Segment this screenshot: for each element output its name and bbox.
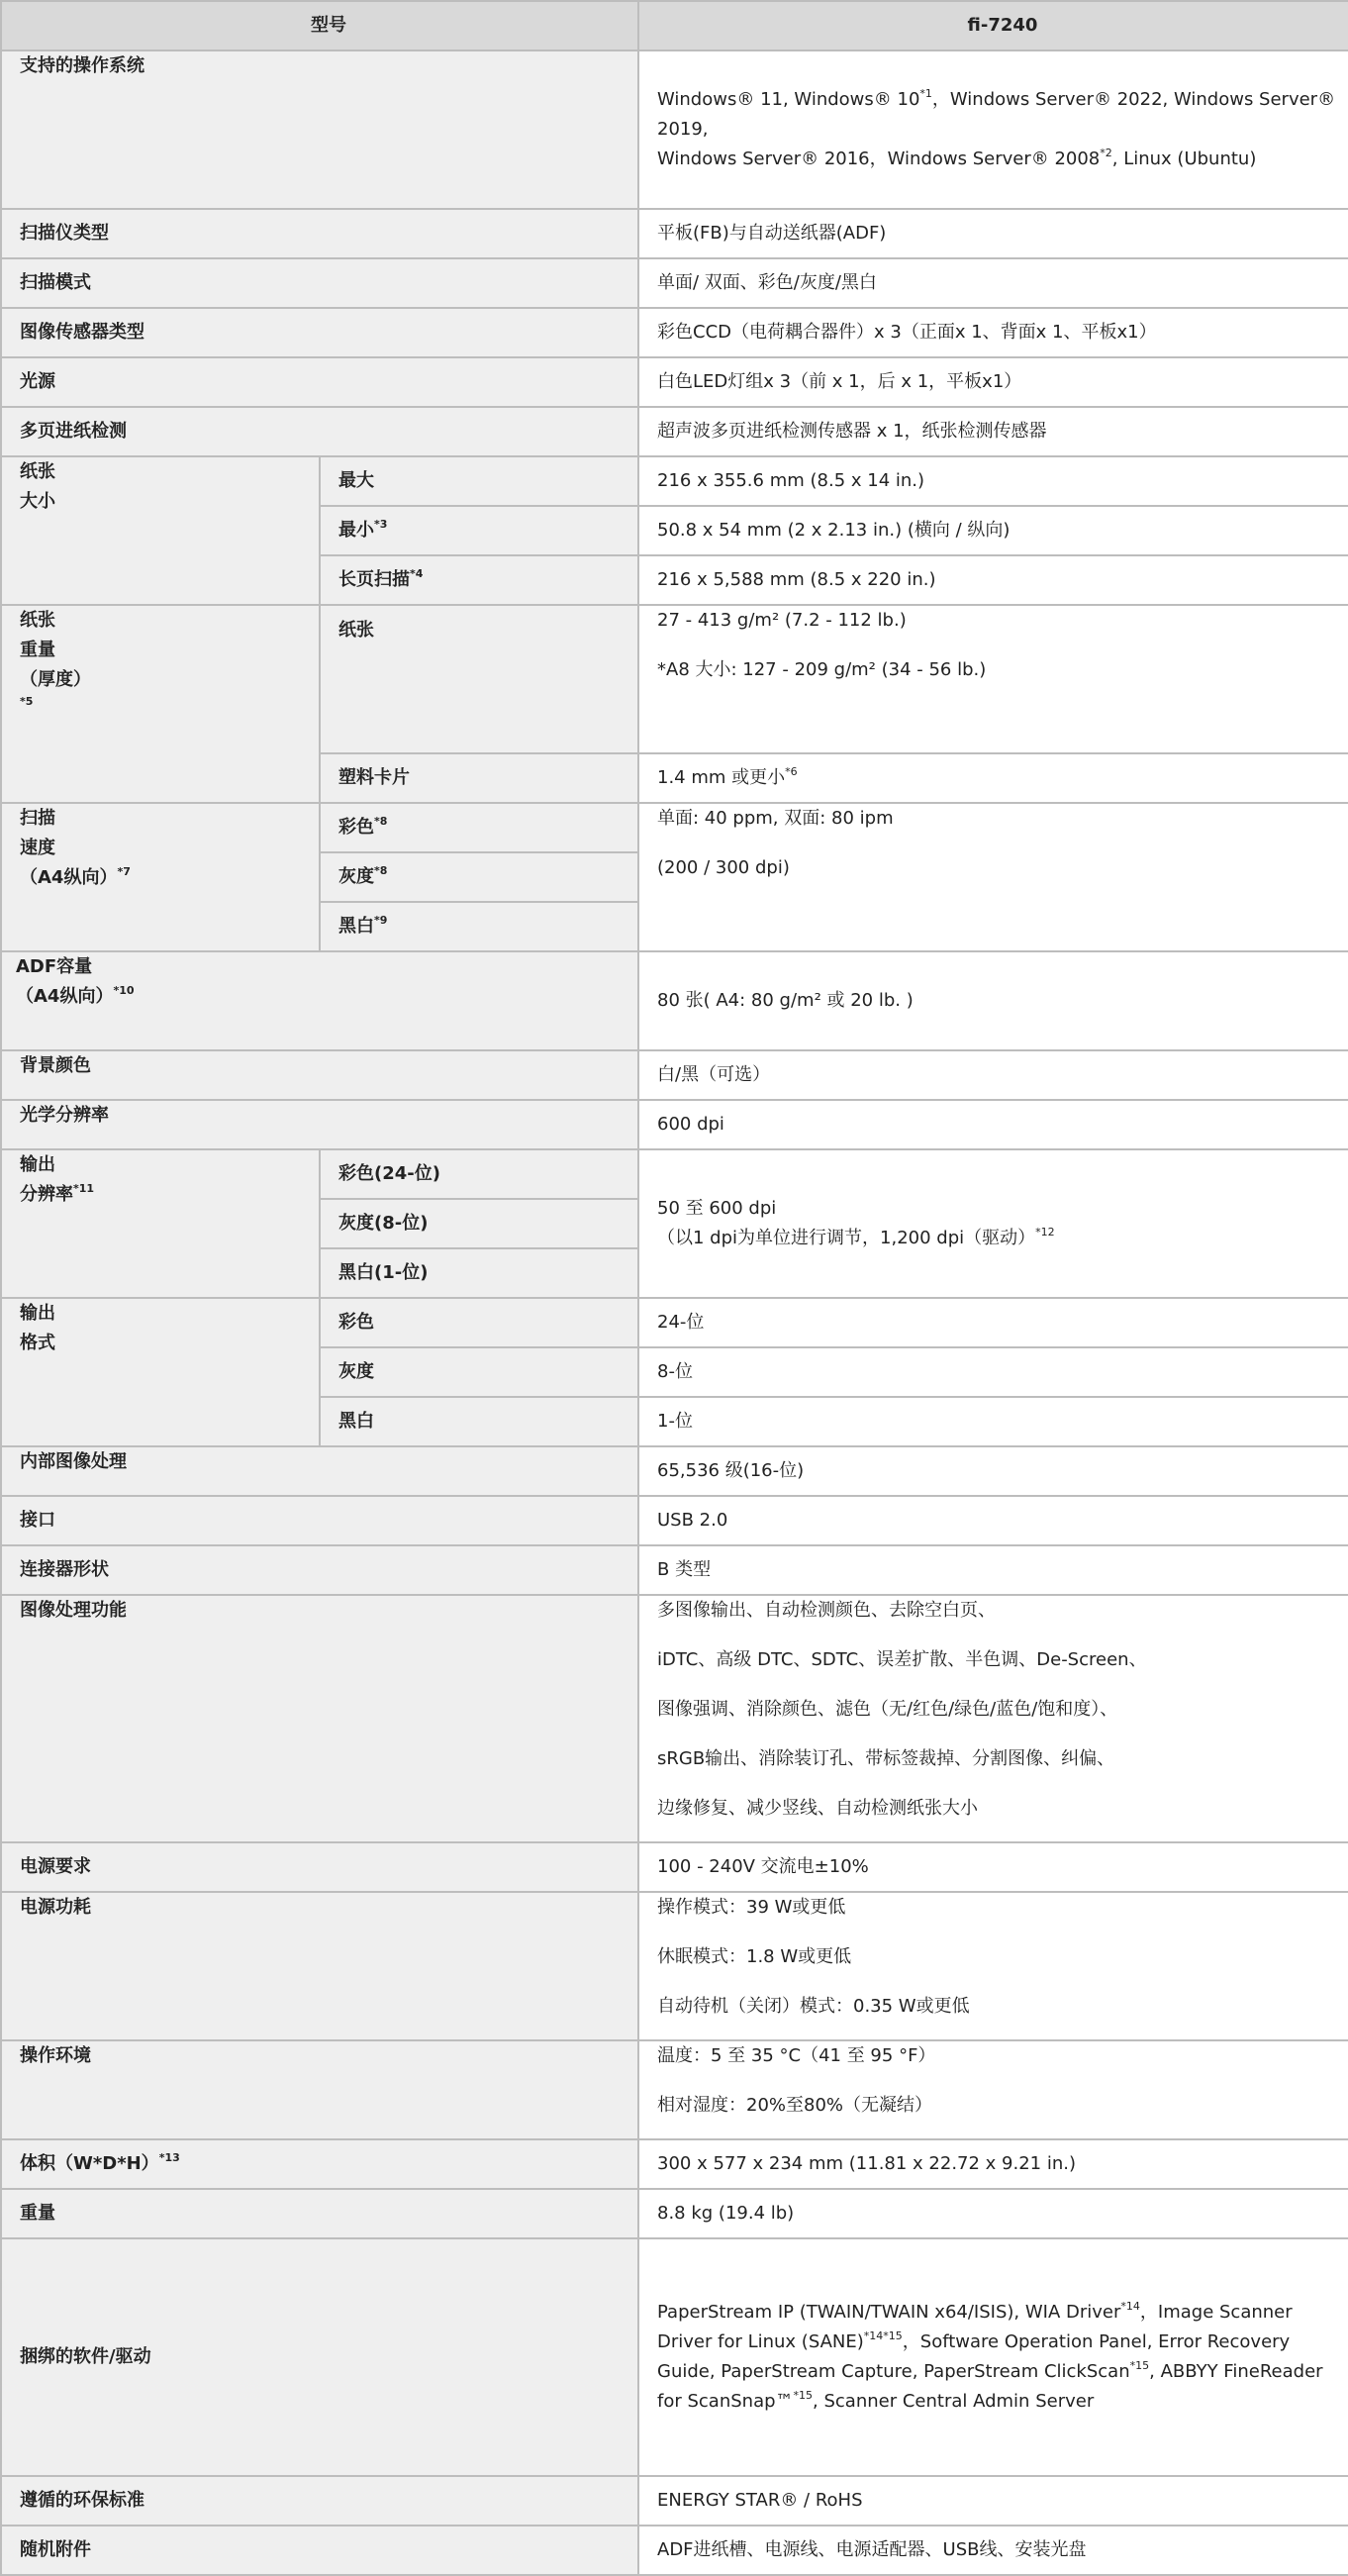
image-functions-line: 多图像输出、自动检测颜色、去除空白页、 bbox=[657, 1600, 996, 1621]
row-output-format-color bbox=[1, 1298, 1348, 1347]
scan-speed-value2: (200 / 300 dpi) bbox=[657, 857, 790, 878]
output-res-value2: （以1 dpi为单位进行调节，1,200 dpi（驱动） bbox=[657, 1228, 1036, 1248]
background-value: 白/黑（可选） bbox=[638, 1050, 1348, 1100]
paper-size-long-value: 216 x 5,588 mm (8.5 x 220 in.) bbox=[638, 555, 1348, 605]
row-optical-res bbox=[1, 1100, 1348, 1149]
software-value bbox=[638, 2238, 1348, 2476]
output-res-color-label: 彩色(24-位) bbox=[320, 1149, 638, 1199]
os-line1: Windows® 11, Windows® 10 bbox=[657, 89, 920, 110]
software-sup: *14 bbox=[1120, 2300, 1140, 2313]
paper-weight-label bbox=[1, 605, 320, 803]
light-source-label: 光源 bbox=[1, 357, 638, 407]
background-label: 背景颜色 bbox=[1, 1050, 638, 1100]
row-interface bbox=[1, 1496, 1348, 1545]
paper-size-max-value: 216 x 355.6 mm (8.5 x 14 in.) bbox=[638, 456, 1348, 506]
scan-speed-bw-sup: *9 bbox=[374, 914, 388, 927]
scan-speed-label3-wrap bbox=[20, 863, 319, 893]
os-sup1: *1 bbox=[919, 87, 932, 100]
paper-weight-value1: 27 - 413 g/m² (7.2 - 112 lb.) bbox=[657, 610, 907, 631]
row-accessories bbox=[1, 2526, 1348, 2575]
os-sup2: *2 bbox=[1100, 147, 1112, 159]
adf-capacity-label2: （A4纵向） bbox=[16, 986, 114, 1007]
row-dimensions bbox=[1, 2139, 1348, 2189]
paper-size-label bbox=[1, 456, 320, 605]
power-req-label: 电源要求 bbox=[1, 1842, 638, 1892]
output-format-color-label: 彩色 bbox=[320, 1298, 638, 1347]
scanner-type-label: 扫描仪类型 bbox=[1, 209, 638, 258]
row-multifeed bbox=[1, 407, 1348, 456]
weight-label: 重量 bbox=[1, 2189, 638, 2238]
row-image-sensor bbox=[1, 308, 1348, 357]
multifeed-label: 多页进纸检测 bbox=[1, 407, 638, 456]
row-image-functions bbox=[1, 1595, 1348, 1842]
software-sup: *14*15 bbox=[863, 2329, 903, 2342]
software-text: , ABBYY FineReader for ScanSnap™ bbox=[657, 2361, 1323, 2412]
row-adf-capacity bbox=[1, 951, 1348, 1050]
paper-size-long-sup: *4 bbox=[410, 567, 424, 580]
scan-speed-bw-text: 黑白 bbox=[338, 916, 374, 937]
scanner-type-value: 平板(FB)与自动送纸器(ADF) bbox=[638, 209, 1348, 258]
connector-label: 连接器形状 bbox=[1, 1545, 638, 1595]
interface-value: USB 2.0 bbox=[638, 1496, 1348, 1545]
image-functions-line: 边缘修复、减少竖线、自动检测纸张大小 bbox=[657, 1798, 978, 1819]
output-format-label2: 格式 bbox=[20, 1333, 55, 1353]
os-label: 支持的操作系统 bbox=[1, 50, 638, 209]
row-paper-size-max bbox=[1, 456, 1348, 506]
output-format-gray-value: 8-位 bbox=[638, 1347, 1348, 1397]
row-power-consumption bbox=[1, 1892, 1348, 2040]
paper-size-min-text: 最小 bbox=[338, 520, 374, 541]
scan-mode-label: 扫描模式 bbox=[1, 258, 638, 308]
os-line1b: ，Windows Server® 2022, Windows Server® 2019, bbox=[657, 89, 1336, 140]
software-text: ，Image Scanner Driver for Linux (SANE) bbox=[657, 2302, 1293, 2352]
output-res-sup: *11 bbox=[73, 1182, 95, 1195]
output-format-bw-value: 1-位 bbox=[638, 1397, 1348, 1446]
software-sup: *15 bbox=[1129, 2359, 1150, 2372]
connector-value: B 类型 bbox=[638, 1545, 1348, 1595]
internal-processing-value: 65,536 级(16-位) bbox=[638, 1446, 1348, 1496]
adf-capacity-label2-wrap bbox=[16, 982, 637, 1012]
power-consumption-value bbox=[638, 1892, 1348, 2040]
scan-speed-sup: *7 bbox=[117, 865, 131, 878]
scan-speed-label bbox=[1, 803, 320, 951]
environment-label: 操作环境 bbox=[1, 2040, 638, 2139]
adf-capacity-sup: *10 bbox=[113, 984, 135, 997]
plastic-card-sup: *6 bbox=[785, 765, 798, 778]
software-sup: *15 bbox=[793, 2389, 814, 2402]
row-output-res-color bbox=[1, 1149, 1348, 1199]
paper-size-long-text: 长页扫描 bbox=[338, 569, 410, 590]
scan-speed-color-sup: *8 bbox=[374, 815, 388, 828]
scan-speed-gray-text: 灰度 bbox=[338, 866, 374, 887]
light-source-value: 白色LED灯组x 3（前 x 1，后 x 1，平板x1） bbox=[638, 357, 1348, 407]
env-standard-value: ENERGY STAR® / RoHS bbox=[638, 2476, 1348, 2526]
power-consumption-line: 操作模式：39 W或更低 bbox=[657, 1897, 846, 1918]
row-light-source bbox=[1, 357, 1348, 407]
output-format-label1: 输出 bbox=[20, 1303, 55, 1324]
os-value bbox=[638, 50, 1348, 209]
header-value: fi-7240 bbox=[638, 1, 1348, 50]
row-software bbox=[1, 2238, 1348, 2476]
paper-weight-value2: *A8 大小: 127 - 209 g/m² (34 - 56 lb.) bbox=[657, 659, 987, 680]
plastic-card-value bbox=[638, 753, 1348, 803]
environment-line: 温度：5 至 35 °C（41 至 95 °F） bbox=[657, 2045, 936, 2066]
scan-speed-color-label bbox=[320, 803, 638, 852]
paper-size-max-label: 最大 bbox=[320, 456, 638, 506]
scan-mode-value: 单面/ 双面、彩色/灰度/黑白 bbox=[638, 258, 1348, 308]
accessories-label: 随机附件 bbox=[1, 2526, 638, 2575]
image-sensor-value: 彩色CCD（电荷耦合器件）x 3（正面x 1、背面x 1、平板x1） bbox=[638, 308, 1348, 357]
output-res-value2-sup: *12 bbox=[1035, 1226, 1055, 1238]
output-format-gray-label: 灰度 bbox=[320, 1347, 638, 1397]
header-row bbox=[1, 1, 1348, 50]
os-line2: Windows Server® 2016，Windows Server® 2008 bbox=[657, 149, 1101, 169]
image-functions-label: 图像处理功能 bbox=[1, 1595, 638, 1842]
power-consumption-label: 电源功耗 bbox=[1, 1892, 638, 2040]
output-format-bw-label: 黑白 bbox=[320, 1397, 638, 1446]
scan-speed-label2: 速度 bbox=[20, 838, 55, 858]
output-res-label2: 分辨率 bbox=[20, 1184, 73, 1205]
paper-weight-label3: （厚度） bbox=[20, 669, 91, 690]
power-req-value: 100 - 240V 交流电±10% bbox=[638, 1842, 1348, 1892]
output-res-label bbox=[1, 1149, 320, 1298]
row-background bbox=[1, 1050, 1348, 1100]
plastic-card-label: 塑料卡片 bbox=[320, 753, 638, 803]
output-res-value bbox=[638, 1149, 1348, 1298]
row-internal-processing bbox=[1, 1446, 1348, 1496]
adf-capacity-label1: ADF容量 bbox=[16, 956, 93, 977]
paper-size-min-value: 50.8 x 54 mm (2 x 2.13 in.) (横向 / 纵向) bbox=[638, 506, 1348, 555]
scan-speed-value1: 单面: 40 ppm, 双面: 80 ipm bbox=[657, 808, 894, 829]
row-paper-weight bbox=[1, 605, 1348, 753]
output-format-color-value: 24-位 bbox=[638, 1298, 1348, 1347]
row-environment bbox=[1, 2040, 1348, 2139]
paper-size-long-label bbox=[320, 555, 638, 605]
dimensions-value: 300 x 577 x 234 mm (11.81 x 22.72 x 9.21 in.) bbox=[638, 2139, 1348, 2189]
power-consumption-line: 休眠模式：1.8 W或更低 bbox=[657, 1946, 852, 1967]
dimensions-label bbox=[1, 2139, 638, 2189]
scan-speed-label1: 扫描 bbox=[20, 808, 55, 829]
output-res-label2-wrap bbox=[20, 1180, 319, 1210]
scan-speed-color-text: 彩色 bbox=[338, 817, 374, 838]
software-text: PaperStream IP (TWAIN/TWAIN x64/ISIS), WIA Driver bbox=[657, 2302, 1121, 2323]
dimensions-sup: *13 bbox=[158, 2151, 180, 2164]
interface-label: 接口 bbox=[1, 1496, 638, 1545]
dimensions-label-text: 体积（W*D*H） bbox=[20, 2153, 159, 2174]
output-res-label1: 输出 bbox=[20, 1154, 55, 1175]
row-scan-speed-color bbox=[1, 803, 1348, 852]
paper-size-label2: 大小 bbox=[20, 491, 55, 512]
multifeed-value: 超声波多页进纸检测传感器 x 1，纸张检测传感器 bbox=[638, 407, 1348, 456]
paper-size-min-label bbox=[320, 506, 638, 555]
adf-capacity-value: 80 张( A4: 80 g/m² 或 20 lb. ) bbox=[638, 951, 1348, 1050]
header-model: 型号 bbox=[1, 1, 638, 50]
paper-size-label1: 纸张 bbox=[20, 461, 55, 482]
row-os bbox=[1, 50, 1348, 209]
accessories-value: ADF进纸槽、电源线、电源适配器、USB线、安装光盘 bbox=[638, 2526, 1348, 2575]
image-functions-value bbox=[638, 1595, 1348, 1842]
optical-res-label: 光学分辨率 bbox=[1, 1100, 638, 1149]
internal-processing-label: 内部图像处理 bbox=[1, 1446, 638, 1496]
scan-speed-gray-label bbox=[320, 852, 638, 902]
scan-speed-value bbox=[638, 803, 1348, 951]
optical-res-value: 600 dpi bbox=[638, 1100, 1348, 1149]
row-env-standard bbox=[1, 2476, 1348, 2526]
row-scan-mode bbox=[1, 258, 1348, 308]
paper-weight-sup: *5 bbox=[20, 695, 34, 708]
power-consumption-line: 自动待机（关闭）模式：0.35 W或更低 bbox=[657, 1996, 970, 2017]
output-format-label bbox=[1, 1298, 320, 1446]
row-weight bbox=[1, 2189, 1348, 2238]
output-res-value2-wrap bbox=[657, 1224, 1348, 1253]
image-functions-line: sRGB输出、消除装订孔、带标签裁掉、分割图像、纠偏、 bbox=[657, 1748, 1115, 1769]
scan-speed-gray-sup: *8 bbox=[374, 864, 388, 877]
software-label: 捆绑的软件/驱动 bbox=[1, 2238, 638, 2476]
paper-weight-paper-value bbox=[638, 605, 1348, 753]
scan-speed-label3: （A4纵向） bbox=[20, 867, 118, 888]
paper-size-min-sup: *3 bbox=[374, 518, 388, 531]
env-standard-label: 遵循的环保标准 bbox=[1, 2476, 638, 2526]
scan-speed-bw-label bbox=[320, 902, 638, 951]
row-connector bbox=[1, 1545, 1348, 1595]
plastic-card-text: 1.4 mm 或更小 bbox=[657, 767, 786, 788]
output-res-bw-label: 黑白(1-位) bbox=[320, 1248, 638, 1298]
weight-value: 8.8 kg (19.4 lb) bbox=[638, 2189, 1348, 2238]
paper-weight-label1: 纸张 bbox=[20, 610, 55, 631]
image-sensor-label: 图像传感器类型 bbox=[1, 308, 638, 357]
environment-line: 相对湿度：20%至80%（无凝结） bbox=[657, 2095, 933, 2116]
output-res-value1: 50 至 600 dpi bbox=[657, 1198, 777, 1219]
paper-weight-label2: 重量 bbox=[20, 640, 55, 660]
row-scanner-type bbox=[1, 209, 1348, 258]
software-text: ，Software Operation Panel, Error Recovery Guide, PaperStream Capture, PaperStream ClickScan bbox=[657, 2331, 1291, 2382]
environment-value bbox=[638, 2040, 1348, 2139]
os-line2b: , Linux (Ubuntu) bbox=[1111, 149, 1257, 169]
software-text: , Scanner Central Admin Server bbox=[813, 2391, 1095, 2412]
image-functions-line: iDTC、高级 DTC、SDTC、误差扩散、半色调、De-Screen、 bbox=[657, 1649, 1147, 1670]
paper-weight-paper-label: 纸张 bbox=[320, 605, 638, 753]
image-functions-line: 图像强调、消除颜色、滤色（无/红色/绿色/蓝色/饱和度）、 bbox=[657, 1699, 1118, 1720]
output-res-gray-label: 灰度(8-位) bbox=[320, 1199, 638, 1248]
adf-capacity-label bbox=[1, 951, 638, 1050]
row-power-req bbox=[1, 1842, 1348, 1892]
